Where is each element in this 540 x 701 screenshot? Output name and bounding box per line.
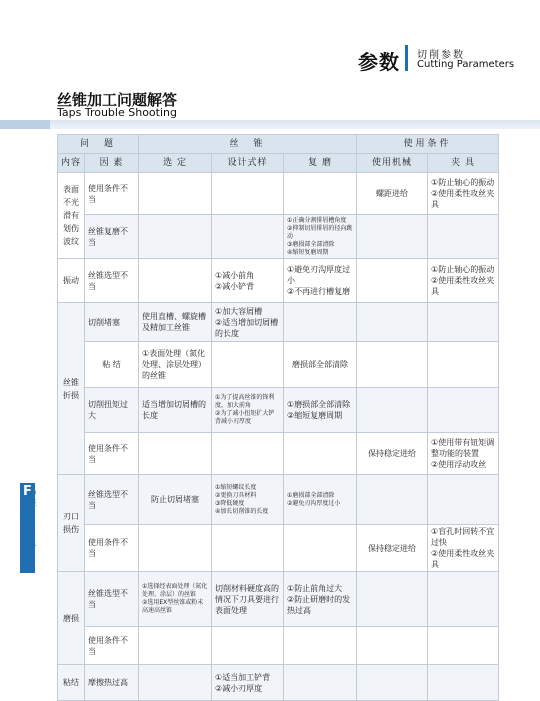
factor-cell: 摩擦热过高 — [85, 665, 139, 701]
factor-cell: 丝锥复磨不当 — [85, 215, 139, 259]
chapter-subtitle-cn: 切削参数 — [417, 50, 465, 61]
regrind-cell — [284, 525, 357, 572]
holder-cell — [428, 215, 499, 259]
design-cell — [212, 215, 284, 259]
machine-cell — [357, 259, 428, 303]
design-cell — [212, 433, 284, 475]
category-adhesion: 粘结 — [58, 665, 85, 701]
holder-cell: ①防止轴心的振动 ②使用柔性攻丝夹具 — [428, 259, 499, 303]
machine-cell — [357, 303, 428, 342]
category-vibration: 振动 — [58, 259, 85, 303]
holder-cell — [428, 627, 499, 665]
chapter-subtitle-en: Cutting Parameters — [417, 59, 515, 70]
design-cell: ①加大容屑槽 ②适当增加切屑槽的长度 — [212, 303, 284, 342]
design-cell — [212, 342, 284, 388]
table-row — [58, 342, 499, 388]
machine-cell: 螺距进给 — [357, 173, 428, 215]
header-design: 设计式样 — [212, 154, 284, 173]
design-cell: ①减小前角 ②减小铲背 — [212, 259, 284, 303]
trouble-shooting-table — [57, 134, 499, 701]
holder-cell — [428, 665, 499, 701]
machine-cell — [357, 342, 428, 388]
header-content: 内容 — [58, 154, 85, 173]
regrind-cell: ①避免刃沟厚度过小 ②不再进行槽复磨 — [284, 259, 357, 303]
category-surface: 表面不光滑有划伤波纹 — [58, 173, 85, 259]
machine-cell: 保持稳定进给 — [357, 525, 428, 572]
selection-cell — [139, 433, 212, 475]
regrind-cell: 磨损部全部清除 — [284, 342, 357, 388]
table-row — [58, 388, 499, 433]
holder-cell: ①使用带有钮矩调整功能的装置 ②使用浮动攻丝 — [428, 433, 499, 475]
side-tab-letter: F — [23, 484, 32, 499]
table-header-row-1 — [58, 135, 499, 154]
section-subtitle: Taps Trouble Shooting — [57, 106, 177, 119]
section-divider-accent — [0, 120, 50, 129]
table-row — [58, 665, 499, 701]
design-cell — [212, 627, 284, 665]
selection-cell — [139, 665, 212, 701]
table-row — [58, 173, 499, 215]
factor-cell: 使用条件不当 — [85, 433, 139, 475]
table-row — [58, 259, 499, 303]
design-cell: ①缩短螺纹长度 ②更换刀具材料 ③降低硬度 ④加长切削锥的长度 — [212, 475, 284, 525]
machine-cell — [357, 572, 428, 627]
machine-cell — [357, 215, 428, 259]
factor-cell: 使用条件不当 — [85, 627, 139, 665]
selection-cell: ①表面处理（氮化处理、涂层处理）的丝锥 — [139, 342, 212, 388]
selection-cell: 防止切屑堵塞 — [139, 475, 212, 525]
header-conditions: 使用条件 — [357, 135, 499, 154]
holder-cell — [428, 388, 499, 433]
selection-cell — [139, 215, 212, 259]
selection-cell: 使用直槽、螺旋槽及精加工丝锥 — [139, 303, 212, 342]
header-machine: 使用机械 — [357, 154, 428, 173]
machine-cell — [357, 665, 428, 701]
header-problem: 问 题 — [58, 135, 139, 154]
side-tab-label-en: Cutting parameters — [29, 489, 38, 559]
regrind-cell: ①磨损部全部清除 ②缩短复磨周期 — [284, 388, 357, 433]
section-title: 丝锥加工问题解答 — [57, 91, 178, 109]
holder-cell — [428, 303, 499, 342]
factor-cell: 丝锥选型不当 — [85, 259, 139, 303]
header-factor: 因 素 — [85, 154, 139, 173]
design-cell — [212, 525, 284, 572]
factor-cell: 使用条件不当 — [85, 525, 139, 572]
category-wear: 磨损 — [58, 572, 85, 665]
header-selection: 选 定 — [139, 154, 212, 173]
regrind-cell — [284, 433, 357, 475]
machine-cell — [357, 627, 428, 665]
holder-cell: ①防止轴心的振动 ②使用柔性攻丝夹具 — [428, 173, 499, 215]
machine-cell — [357, 475, 428, 525]
regrind-cell: ①磨损部全部清除 ②避免刃沟厚度过小 — [284, 475, 357, 525]
category-breakage: 丝锥折损 — [58, 303, 85, 475]
selection-cell: ①选择经表面处理（氮化处理、涂层）的丝锥 ②选用EX型丝锥或粉末高速高丝锥 — [139, 572, 212, 627]
selection-cell — [139, 525, 212, 572]
header-tap: 丝 锥 — [139, 135, 357, 154]
table-row — [58, 303, 499, 342]
machine-cell: 保持稳定进给 — [357, 433, 428, 475]
section-divider-band — [0, 120, 540, 129]
table-row — [58, 433, 499, 475]
regrind-cell — [284, 173, 357, 215]
design-cell: ①为了提高丝锥的锋利度，加大前角 ②为了减小扭矩扩大铲背减小刃厚度 — [212, 388, 284, 433]
machine-cell — [357, 388, 428, 433]
table-header-row-2 — [58, 154, 499, 173]
factor-cell: 使用条件不当 — [85, 173, 139, 215]
regrind-cell: ①正确分割排屑槽角度 ②抑制切屑排屑的径向跳动 ③磨损部全部清除 ④缩短复磨周期 — [284, 215, 357, 259]
regrind-cell — [284, 665, 357, 701]
chapter-title: 参数 — [358, 50, 400, 74]
header-regrind: 复 磨 — [284, 154, 357, 173]
design-cell: 切削材料硬度高的情况下刀具要进行表面处理 — [212, 572, 284, 627]
regrind-cell — [284, 303, 357, 342]
selection-cell: 适当增加切屑槽的长度 — [139, 388, 212, 433]
regrind-cell — [284, 627, 357, 665]
selection-cell — [139, 259, 212, 303]
header-holder: 夹 具 — [428, 154, 499, 173]
table-row — [58, 627, 499, 665]
factor-cell: 粘 结 — [85, 342, 139, 388]
factor-cell: 丝锥选型不当 — [85, 475, 139, 525]
selection-cell — [139, 627, 212, 665]
table-row — [58, 475, 499, 525]
header-accent-bar — [405, 45, 408, 71]
holder-cell: ①盲孔时回转不宜过快 ②使用柔性攻丝夹具 — [428, 525, 499, 572]
regrind-cell: ①防止前角过大 ②防止研磨时的发热过高 — [284, 572, 357, 627]
table-row — [58, 572, 499, 627]
holder-cell — [428, 475, 499, 525]
table-row — [58, 215, 499, 259]
factor-cell: 切削堵塞 — [85, 303, 139, 342]
holder-cell — [428, 572, 499, 627]
design-cell: ①适当加工铲背 ②减小刃厚度 — [212, 665, 284, 701]
side-tab-labels — [9, 489, 49, 560]
factor-cell: 丝锥选型不当 — [85, 572, 139, 627]
design-cell — [212, 173, 284, 215]
factor-cell: 切削扭矩过大 — [85, 388, 139, 433]
selection-cell — [139, 173, 212, 215]
category-chipping: 刃口损伤 — [58, 475, 85, 572]
table-row — [58, 525, 499, 572]
holder-cell — [428, 342, 499, 388]
